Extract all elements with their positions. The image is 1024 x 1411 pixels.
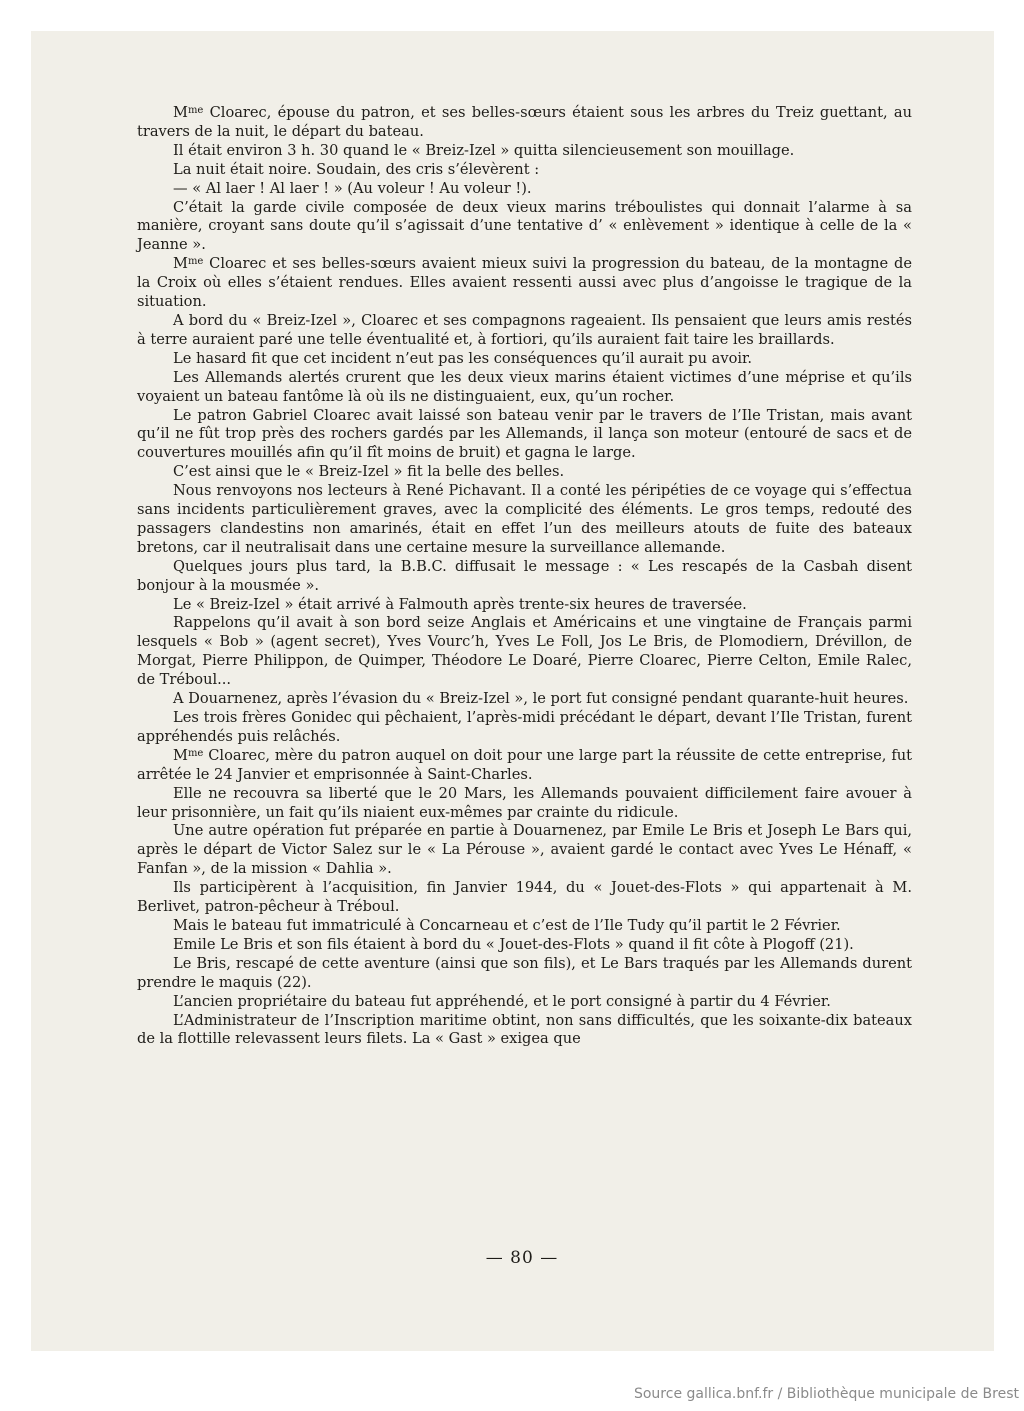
page-number: — 80 — xyxy=(485,1248,559,1268)
paragraph: Quelques jours plus tard, la B.B.C. diffusait le message : « Les rescapés de la Casbah disent bonjour à la mousmée ». xyxy=(137,557,912,594)
paragraph: $M^{me}$ Cloarec et ses belles-sœurs avaient mieux suivi la progression du bateau, de la montagne de la Croix où elles s’étaient rendues. Elles avaient ressenti aussi avec plus d’angoisse le tragique de la situation. xyxy=(137,255,912,311)
paragraph: — « Al laer ! Al laer ! » (Au voleur ! Au voleur !). xyxy=(173,179,532,197)
paragraph: Il était environ 3 h. 30 quand le « Breiz-Izel » quitta silencieusement son mouillage. xyxy=(173,141,795,159)
paragraph: Le hasard fit que cet incident n’eut pas les conséquences qu’il aurait pu avoir. xyxy=(173,349,753,367)
paragraph: $M^{me}$ Cloarec, épouse du patron, et ses belles-sœurs étaient sous les arbres du Treiz guettant, au travers de la nuit, le départ du bateau. xyxy=(137,104,912,140)
paragraph: A Douarnenez, après l’évasion du « Breiz-Izel », le port fut consigné pendant quarante-huit heures. xyxy=(173,690,909,708)
paragraph: C’était la garde civile composée de deux vieux marins tréboulistes qui donnait l’alarme à sa manière, croyant sans doute qu’il s’agissait d’une tentative d’ « enlèvement » identique à celle de la « Jeanne ». xyxy=(137,198,912,254)
paragraph: Nous renvoyons nos lecteurs à René Pichavant. Il a conté les péripéties de ce voyage qui s’effectua sans incidents particulièrement graves, avec la complicité des éléments. Le gros temps, redouté des passagers clandestins non amarinés, était en effet l’un des meilleurs atouts de fuite des bateaux bretons, car il neutralisait dans une certaine mesure la surveillance allemande. xyxy=(137,482,912,556)
paragraph: $M^{me}$ Cloarec, mère du patron auquel on doit pour une large part la réussite de cette entreprise, fut arrêtée le 24 Janvier et emprisonnée à Saint-Charles. xyxy=(137,746,912,783)
paragraph: Le « Breiz-Izel » était arrivé à Falmouth après trente-six heures de traversée. xyxy=(173,595,747,613)
paragraph: Les Allemands alertés crurent que les deux vieux marins étaient victimes d’une méprise et qu’ils voyaient un bateau fantôme là où ils ne distinguaient, eux, qu’un rocher. xyxy=(137,368,912,405)
paragraph: Mais le bateau fut immatriculé à Concarneau et c’est de l’Ile Tudy qu’il partit le 2 Février. xyxy=(173,916,841,934)
paragraph: Le patron Gabriel Cloarec avait laissé son bateau venir par le travers de l’Ile Tristan, mais avant qu’il ne fût trop près des rochers gardés par les Allemands, il lança son moteur (entouré de sacs et de couvertures mouillés afin qu’il fît moins de bruit) et gagna le large. xyxy=(137,406,912,462)
paragraph: C’est ainsi que le « Breiz-Izel » fit la belle des belles. xyxy=(173,463,565,481)
paragraph: A bord du « Breiz-Izel », Cloarec et ses compagnons rageaient. Ils pensaient que leurs amis restés à terre auraient paré une telle éventualité et, à fortiori, qu’ils auraient fait taire les braillards. xyxy=(137,311,912,348)
paragraph: Le Bris, rescapé de cette aventure (ainsi que son fils), et Le Bars traqués par les Allemands durent prendre le maquis (22). xyxy=(137,954,912,991)
paragraph: L’Administrateur de l’Inscription maritime obtint, non sans difficultés, que les soixante-dix bateaux de la flottille relevassent leurs filets. La « Gast » exigea que xyxy=(137,1011,912,1048)
source-credit: Source gallica.bnf.fr / Bibliothèque municipale de Brest xyxy=(633,1386,1019,1402)
paragraph: Emile Le Bris et son fils étaient à bord du « Jouet-des-Flots » quand il fit côte à Plogoff (21). xyxy=(173,935,854,953)
paragraph: L’ancien propriétaire du bateau fut appréhendé, et le port consigné à partir du 4 Février. xyxy=(173,992,831,1010)
paragraph: Les trois frères Gonidec qui pêchaient, l’après-midi précédant le départ, devant l’Ile Tristan, furent appréhendés puis relâchés. xyxy=(137,709,912,745)
paragraph: La nuit était noire. Soudain, des cris s’élevèrent : xyxy=(173,160,540,178)
paragraph: Ils participèrent à l’acquisition, fin Janvier 1944, du « Jouet-des-Flots » qui appartenait à M. Berlivet, patron-pêcheur à Tréboul. xyxy=(137,879,912,916)
paragraph: Rappelons qu’il avait à son bord seize Anglais et Américains et une vingtaine de Français parmi lesquels « Bob » (agent secret), Yves Vourc’h, Yves Le Foll, Jos Le Bris, de Plomodiern, Drévillon, de Morgat, Pierre Philippon, de Quimper, Théodore Le Doaré, Pierre Cloarec, Pierre Celton, Emile Ralec, de Tréboul... xyxy=(137,614,912,689)
body-text xyxy=(137,104,912,1049)
paragraph: Elle ne recouvra sa liberté que le 20 Mars, les Allemands pouvaient difficilement faire avouer à leur prisonnière, un fait qu’ils niaient eux-mêmes par crainte du ridicule. xyxy=(137,784,912,821)
paragraph: Une autre opération fut préparée en partie à Douarnenez, par Emile Le Bris et Joseph Le Bars qui, après le départ de Victor Salez sur le « La Pérouse », avaient gardé le contact avec Yves Le Hénaff, « Fanfan », de la mission « Dahlia ». xyxy=(137,822,912,878)
